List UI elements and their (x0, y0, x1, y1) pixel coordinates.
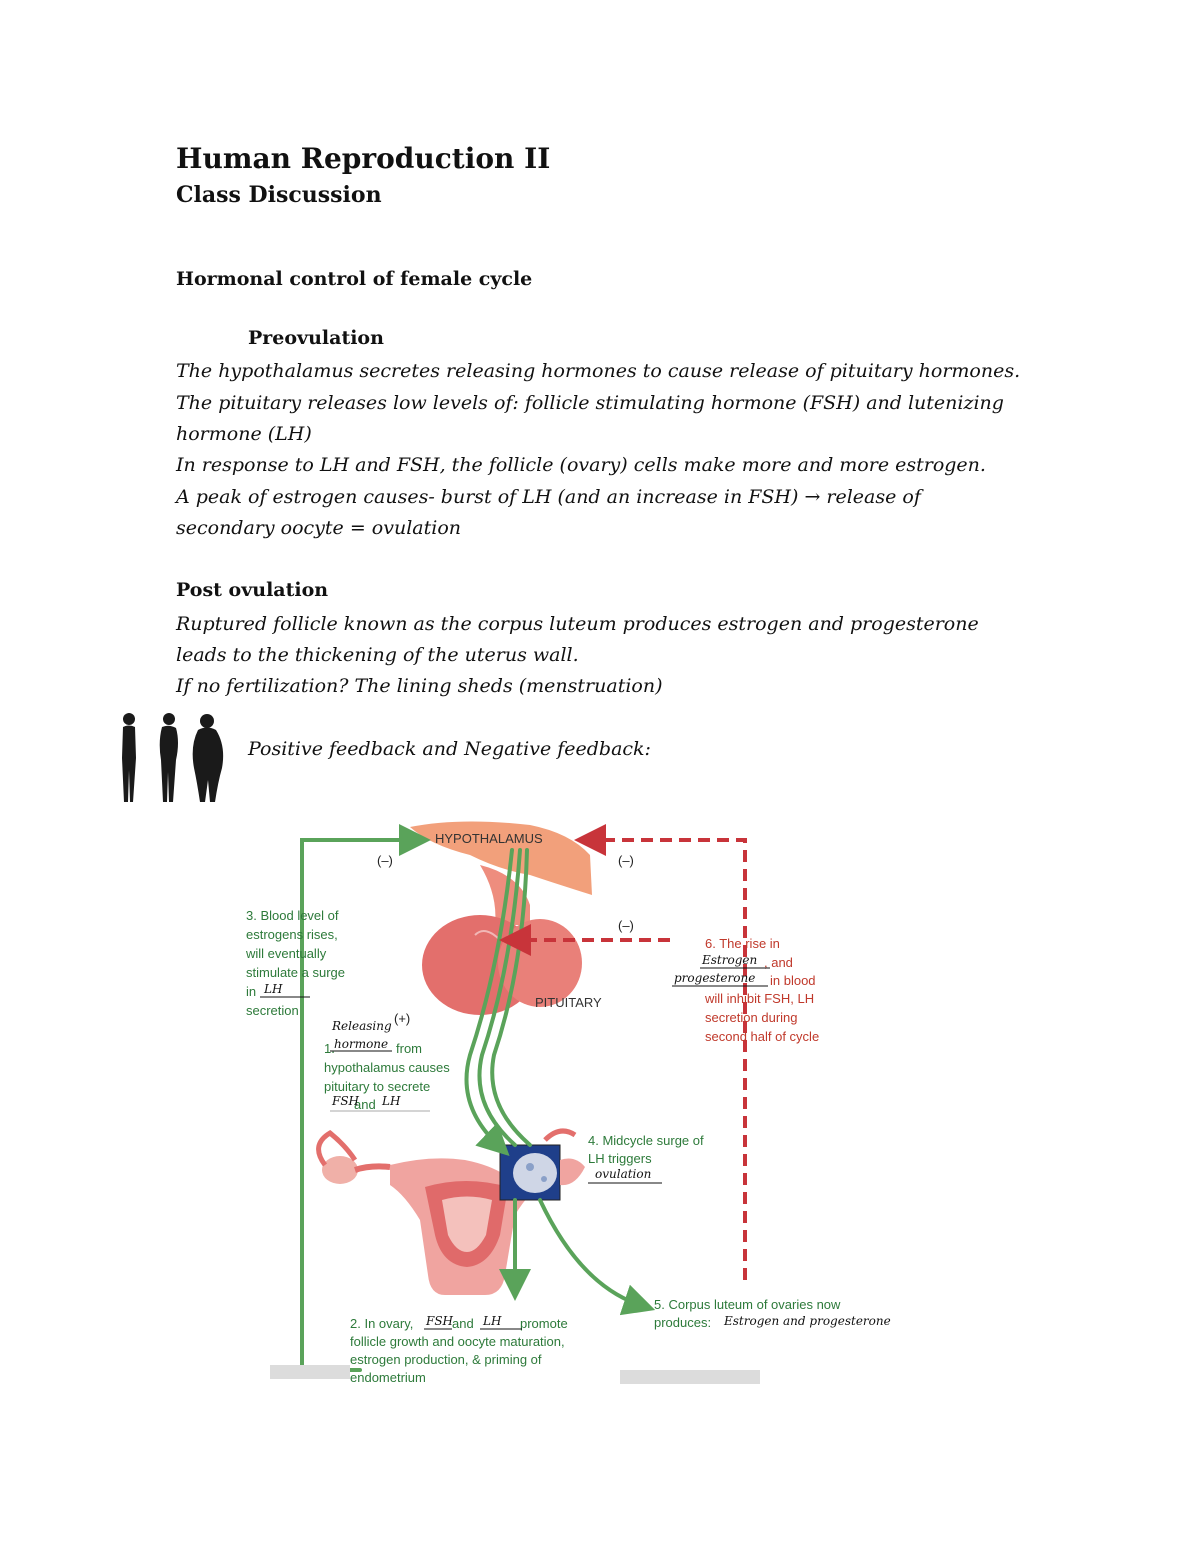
document-title: Human Reproduction II (176, 142, 551, 175)
svg-text:hypothalamus causes: hypothalamus causes (324, 1060, 450, 1075)
step2-label (350, 1316, 568, 1385)
step2-fill-lh: LH (483, 1314, 502, 1328)
svg-text:from: from (396, 1041, 422, 1056)
svg-text:3. Blood level of: 3. Blood level of (246, 908, 339, 923)
svg-text:6. The rise in: 6. The rise in (705, 936, 780, 951)
svg-text:second half of cycle: second half of cycle (705, 1029, 820, 1044)
step3-label (245, 908, 345, 1018)
svg-text:4. Midcycle surge of: 4. Midcycle surge of (588, 1133, 704, 1148)
hypothalamus-label: HYPOTHALAMUS (435, 831, 543, 846)
negative-sign-2: (–) (618, 853, 634, 868)
positive-sign: (+) (394, 1011, 411, 1026)
step1-fill-releasing: Releasing (332, 1019, 392, 1033)
preovulation-line: secondary oocyte = ovulation (176, 517, 461, 539)
svg-text:LH triggers: LH triggers (588, 1151, 652, 1166)
svg-text:stimulate a surge: stimulate a surge (246, 965, 345, 980)
step1-fill-hormone: hormone (334, 1037, 389, 1051)
svg-text:produces:: produces: (654, 1315, 712, 1330)
preovulation-line: hormone (LH) (176, 423, 312, 445)
negative-sign-3: (–) (618, 918, 634, 933)
svg-text:in blood: in blood (770, 973, 816, 988)
svg-text:endometrium: endometrium (350, 1370, 426, 1385)
postovulation-line: leads to the thickening of the uterus wall. (176, 644, 579, 666)
svg-text:secretion during: secretion during (705, 1010, 798, 1025)
step4-label (588, 1133, 704, 1166)
step6-fill-progesterone: progesterone (674, 971, 756, 985)
svg-text:and: and (354, 1097, 376, 1112)
svg-text:follicle growth and oocyte mat: follicle growth and oocyte maturation, (350, 1334, 565, 1349)
svg-text:and: and (452, 1316, 474, 1331)
svg-text:2. In ovary,: 2. In ovary, (350, 1316, 414, 1331)
preovulation-line: The pituitary releases low levels of: follicle stimulating hormone (FSH) and lutenizing (176, 392, 1004, 414)
svg-text:5. Corpus luteum of ovaries no: 5. Corpus luteum of ovaries now (654, 1297, 841, 1312)
section-heading-preovulation: Preovulation (248, 327, 384, 349)
section-heading-post-ovulation: Post ovulation (176, 579, 329, 601)
step4-fill-ovulation: ovulation (595, 1167, 652, 1181)
feedback-heading: Positive feedback and Negative feedback: (248, 738, 651, 760)
step6-fill-estrogen: Estrogen (702, 953, 758, 967)
pituitary-label: PITUITARY (535, 995, 602, 1010)
svg-text:pituitary to secrete: pituitary to secrete (324, 1079, 431, 1094)
svg-text:, and: , and (764, 955, 793, 970)
body-silhouettes-image (112, 710, 232, 810)
postovulation-line: If no fertilization? The lining sheds (menstruation) (176, 675, 663, 697)
svg-text:estrogens rises,: estrogens rises, (246, 927, 338, 942)
negative-sign-1: (–) (377, 853, 393, 868)
step1-number: 1. (324, 1041, 335, 1056)
svg-text:secretion: secretion (246, 1003, 299, 1018)
preovulation-line: In response to LH and FSH, the follicle (ovary) cells make more and more estrogen. (176, 454, 986, 476)
step5-fill: Estrogen and progesterone (724, 1314, 891, 1328)
hormone-feedback-diagram (230, 815, 891, 1415)
svg-text:will inhibit FSH, LH: will inhibit FSH, LH (705, 991, 815, 1006)
preovulation-line: A peak of estrogen causes- burst of LH (and an increase in FSH) → release of (176, 486, 921, 508)
svg-text:estrogen production, & priming: estrogen production, & priming of (350, 1352, 542, 1367)
postovulation-line: Ruptured follicle known as the corpus luteum produces estrogen and progesterone (176, 613, 979, 635)
step1-fill-lh: LH (382, 1094, 401, 1108)
preovulation-line: The hypothalamus secretes releasing hormones to cause release of pituitary hormones. (176, 360, 1021, 382)
section-heading-hormonal-control: Hormonal control of female cycle (176, 268, 533, 290)
document-subtitle: Class Discussion (176, 182, 382, 208)
svg-text:will eventually: will eventually (246, 946, 327, 961)
svg-text:in: in (246, 984, 257, 999)
step2-fill-fsh: FSH (426, 1314, 454, 1328)
svg-text:promote: promote (520, 1316, 568, 1331)
step1-fill-fsh: FSH (332, 1094, 360, 1108)
step3-fill-lh: LH (264, 982, 283, 996)
